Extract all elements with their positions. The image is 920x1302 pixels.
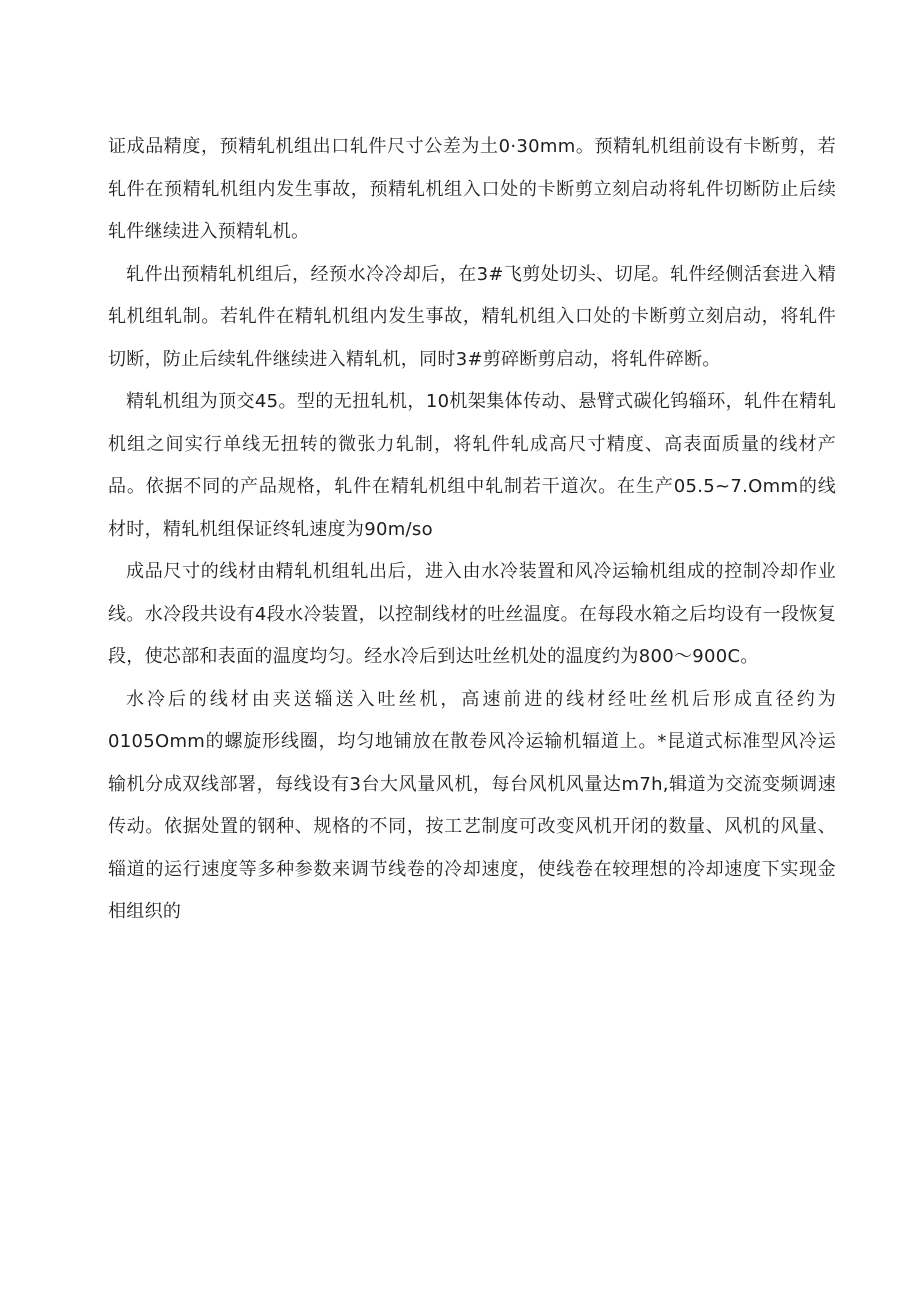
paragraph-4: 成品尺寸的线材由精轧机组轧出后，进入由水冷装置和风冷运输机组成的控制冷却作业线。水冷段共设有4段水冷装置，以控制线材的吐丝温度。在每段水箱之后均设有一段恢复段，使芯部和表面的温度均匀。经水冷后到达吐丝机处的温度约为800～900C。	[108, 561, 836, 667]
paragraph-2: 轧件出预精轧机组后，经预水冷冷却后，在3#飞剪处切头、切尾。轧件经侧活套进入精轧机组轧制。若轧件在精轧机组内发生事故，精轧机组入口处的卡断剪立刻启动，将轧件切断，防止后续轧件继续进入精轧机，同时3#剪碎断剪启动，将轧件碎断。	[108, 263, 836, 370]
paragraph-3: 精轧机组为顶交45。型的无扭轧机，10机架集体传动、悬臂式碳化钨辎环，轧件在精轧机组之间实行单线无扭转的微张力轧制，将轧件轧成高尺寸精度、高表面质量的线材产品。依据不同的产品规格，轧件在精轧机组中轧制若干道次。在生产05.5~7.Omm的线材时，精轧机组保证终轧速度为90m/so	[108, 391, 836, 540]
paragraph-1: 证成品精度，预精轧机组出口轧件尺寸公差为土0·30mm。预精轧机组前设有卡断剪，若轧件在预精轧机组内发生事故，预精轧机组入口处的卡断剪立刻启动将轧件切断防止后续轧件继续进入预精轧机。	[108, 136, 836, 242]
document-body	[108, 126, 836, 934]
paragraph-5: 水冷后的线材由夹送辎送入吐丝机，高速前进的线材经吐丝机后形成直径约为0105Omm的螺旋形线圈，均匀地铺放在散卷风冷运输机辐道上。*昆道式标准型风冷运输机分成双线部署，每线设有3台大风量风机，每台风机风量达m7h,辑道为交流变频调速传动。依据处置的钢种、规格的不同，按工艺制度可改变风机开闭的数量、风机的风量、辎道的运行速度等多种参数来调节线卷的冷却速度，使线卷在较理想的冷却速度下实现金相组织的	[108, 688, 836, 922]
